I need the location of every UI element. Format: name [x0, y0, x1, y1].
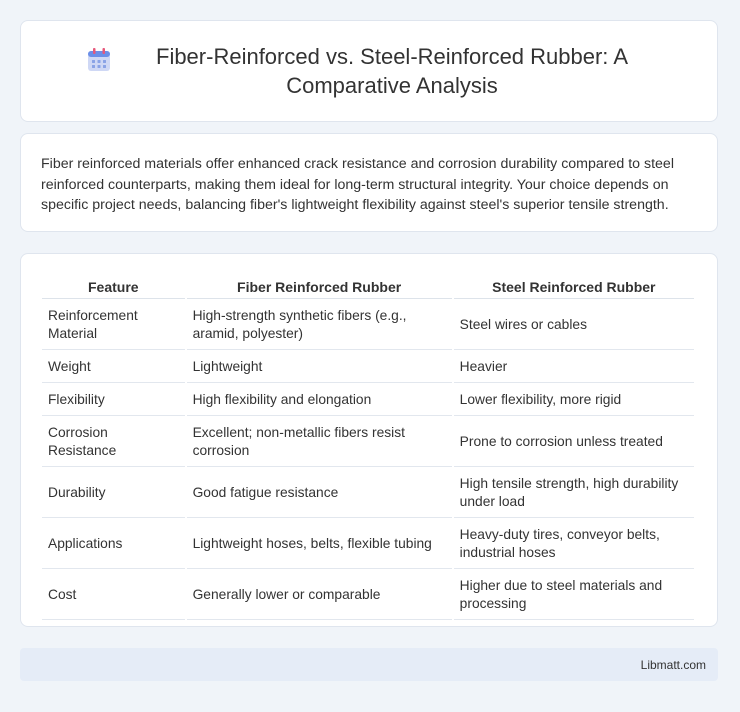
table-cell: Corrosion Resistance: [42, 418, 185, 467]
column-header-fiber: Fiber Reinforced Rubber: [187, 276, 452, 299]
table-cell: High flexibility and elongation: [187, 385, 452, 416]
table-row: [42, 571, 694, 620]
table-cell: Steel wires or cables: [454, 301, 694, 350]
title-wrap: [86, 42, 652, 100]
column-header-steel: Steel Reinforced Rubber: [454, 276, 694, 299]
table-cell: Excellent; non-metallic fibers resist corrosion: [187, 418, 452, 467]
table-row: [42, 418, 694, 467]
footer-brand: Libmatt.com: [640, 657, 706, 672]
table-cell: Lower flexibility, more rigid: [454, 385, 694, 416]
table-cell: Higher due to steel materials and processing: [454, 571, 694, 620]
summary-text: Fiber reinforced materials offer enhanced crack resistance and corrosion durability compared to steel reinforced counterparts, making them ideal for long-term structural integrity. Your choice depends on specific project needs, balancing fiber's lightweight flexibility against steel's superior tensile strength.: [41, 156, 674, 213]
table-cell: Applications: [42, 520, 185, 569]
table-row: [42, 352, 694, 383]
table-cell: Generally lower or comparable: [187, 571, 452, 620]
table-row: [42, 385, 694, 416]
table-header-row: [42, 276, 694, 299]
footer: [20, 648, 718, 681]
table-row: [42, 469, 694, 518]
table-row: [42, 520, 694, 569]
title-card: [20, 20, 718, 122]
table-cell: Lightweight: [187, 352, 452, 383]
table-cell: Reinforcement Material: [42, 301, 185, 350]
table-cell: Heavier: [454, 352, 694, 383]
table-cell: High tensile strength, high durability under load: [454, 469, 694, 518]
table-cell: Durability: [42, 469, 185, 518]
table-cell: Flexibility: [42, 385, 185, 416]
calendar-icon: [86, 47, 112, 73]
table-cell: Cost: [42, 571, 185, 620]
table-cell: Good fatigue resistance: [187, 469, 452, 518]
table-cell: High-strength synthetic fibers (e.g., aramid, polyester): [187, 301, 452, 350]
page-title: Fiber-Reinforced vs. Steel-Reinforced Rubber: A Comparative Analysis: [156, 44, 628, 98]
table-cell: Heavy-duty tires, conveyor belts, industrial hoses: [454, 520, 694, 569]
column-header-feature: Feature: [42, 276, 185, 299]
comparison-card: [20, 253, 718, 627]
comparison-table: [40, 274, 696, 622]
table-row: [42, 301, 694, 350]
table-cell: Prone to corrosion unless treated: [454, 418, 694, 467]
summary-card: [20, 133, 718, 232]
table-cell: Weight: [42, 352, 185, 383]
table-cell: Lightweight hoses, belts, flexible tubing: [187, 520, 452, 569]
